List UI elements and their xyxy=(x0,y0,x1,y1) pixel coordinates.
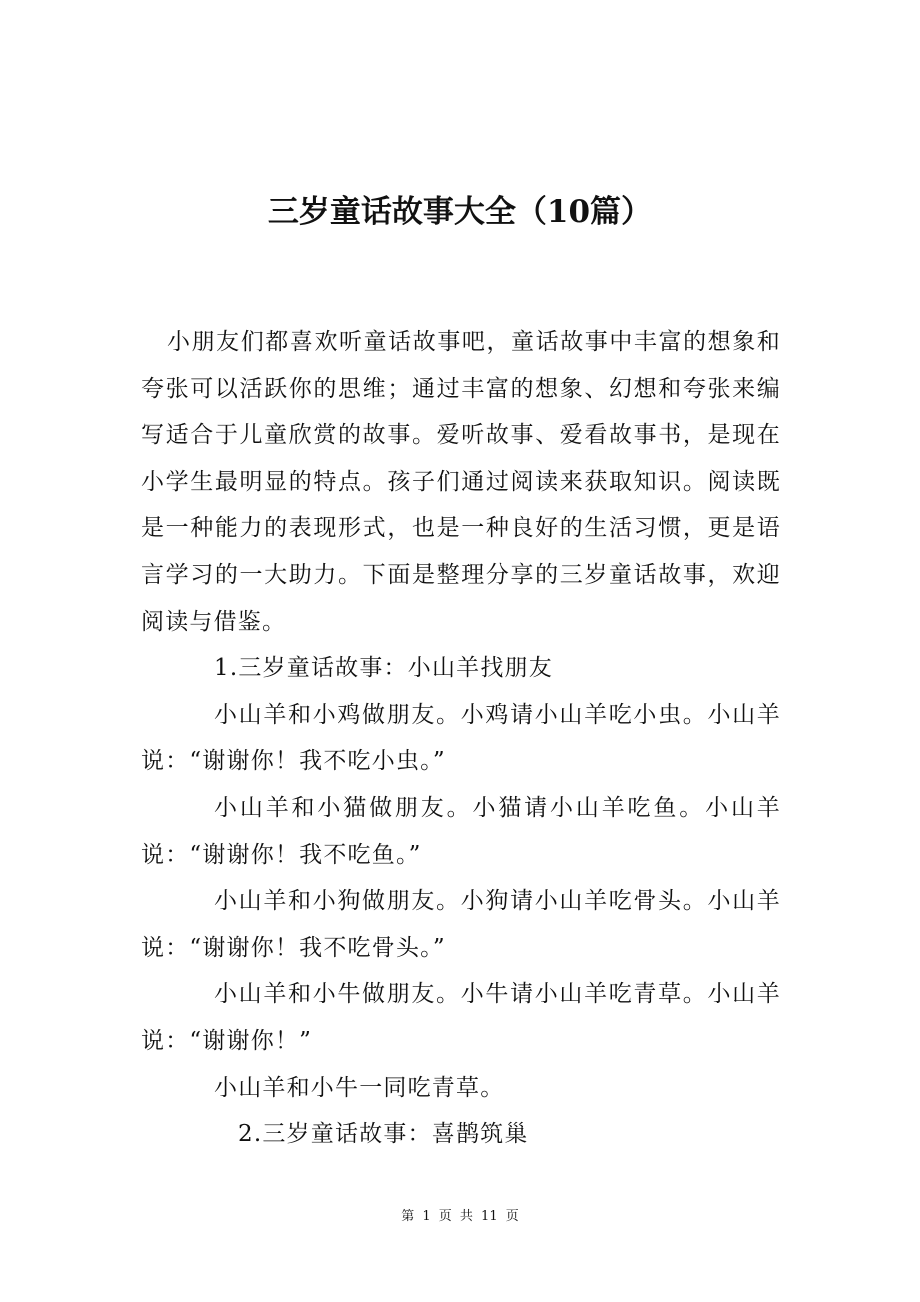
story-1-paragraph-3: 小山羊和小狗做朋友。小狗请小山羊吃骨头。小山羊说：“谢谢你！我不吃骨头。” xyxy=(141,888,781,961)
page-title: 三岁童话故事大全（10篇） xyxy=(267,194,653,230)
story-1-heading: 1.三岁童话故事：小山羊找朋友 xyxy=(214,655,553,682)
intro-paragraph: 小朋友们都喜欢听童话故事吧，童话故事中丰富的想象和夸张可以活跃你的思维；通过丰富的想象、幻想和夸张来编写适合于儿童欣赏的故事。爱听故事、爱看故事书，是现在小学生最明显的特点。孩子们通过阅读来获取知识。阅读既是一种能力的表现形式，也是一种良好的生活习惯，更是语言学习的一大助力。下面是整理分享的三岁童话故事，欢迎阅读与借鉴。 xyxy=(141,329,781,635)
story-1-paragraph-5: 小山羊和小牛一同吃青草。 xyxy=(214,1074,505,1101)
story-1-paragraph-2: 小山羊和小猫做朋友。小猫请小山羊吃鱼。小山羊说：“谢谢你！我不吃鱼。” xyxy=(141,794,781,868)
page-number-footer: 第 1 页 共 11 页 xyxy=(401,1209,519,1224)
story-1-paragraph-1: 小山羊和小鸡做朋友。小鸡请小山羊吃小虫。小山羊说：“谢谢你！我不吃小虫。” xyxy=(141,701,781,775)
story-1-paragraph-4: 小山羊和小牛做朋友。小牛请小山羊吃青草。小山羊说：“谢谢你！” xyxy=(141,981,781,1054)
story-2-heading: 2.三岁童话故事：喜鹊筑巢 xyxy=(238,1121,529,1148)
document-body xyxy=(141,319,781,1158)
